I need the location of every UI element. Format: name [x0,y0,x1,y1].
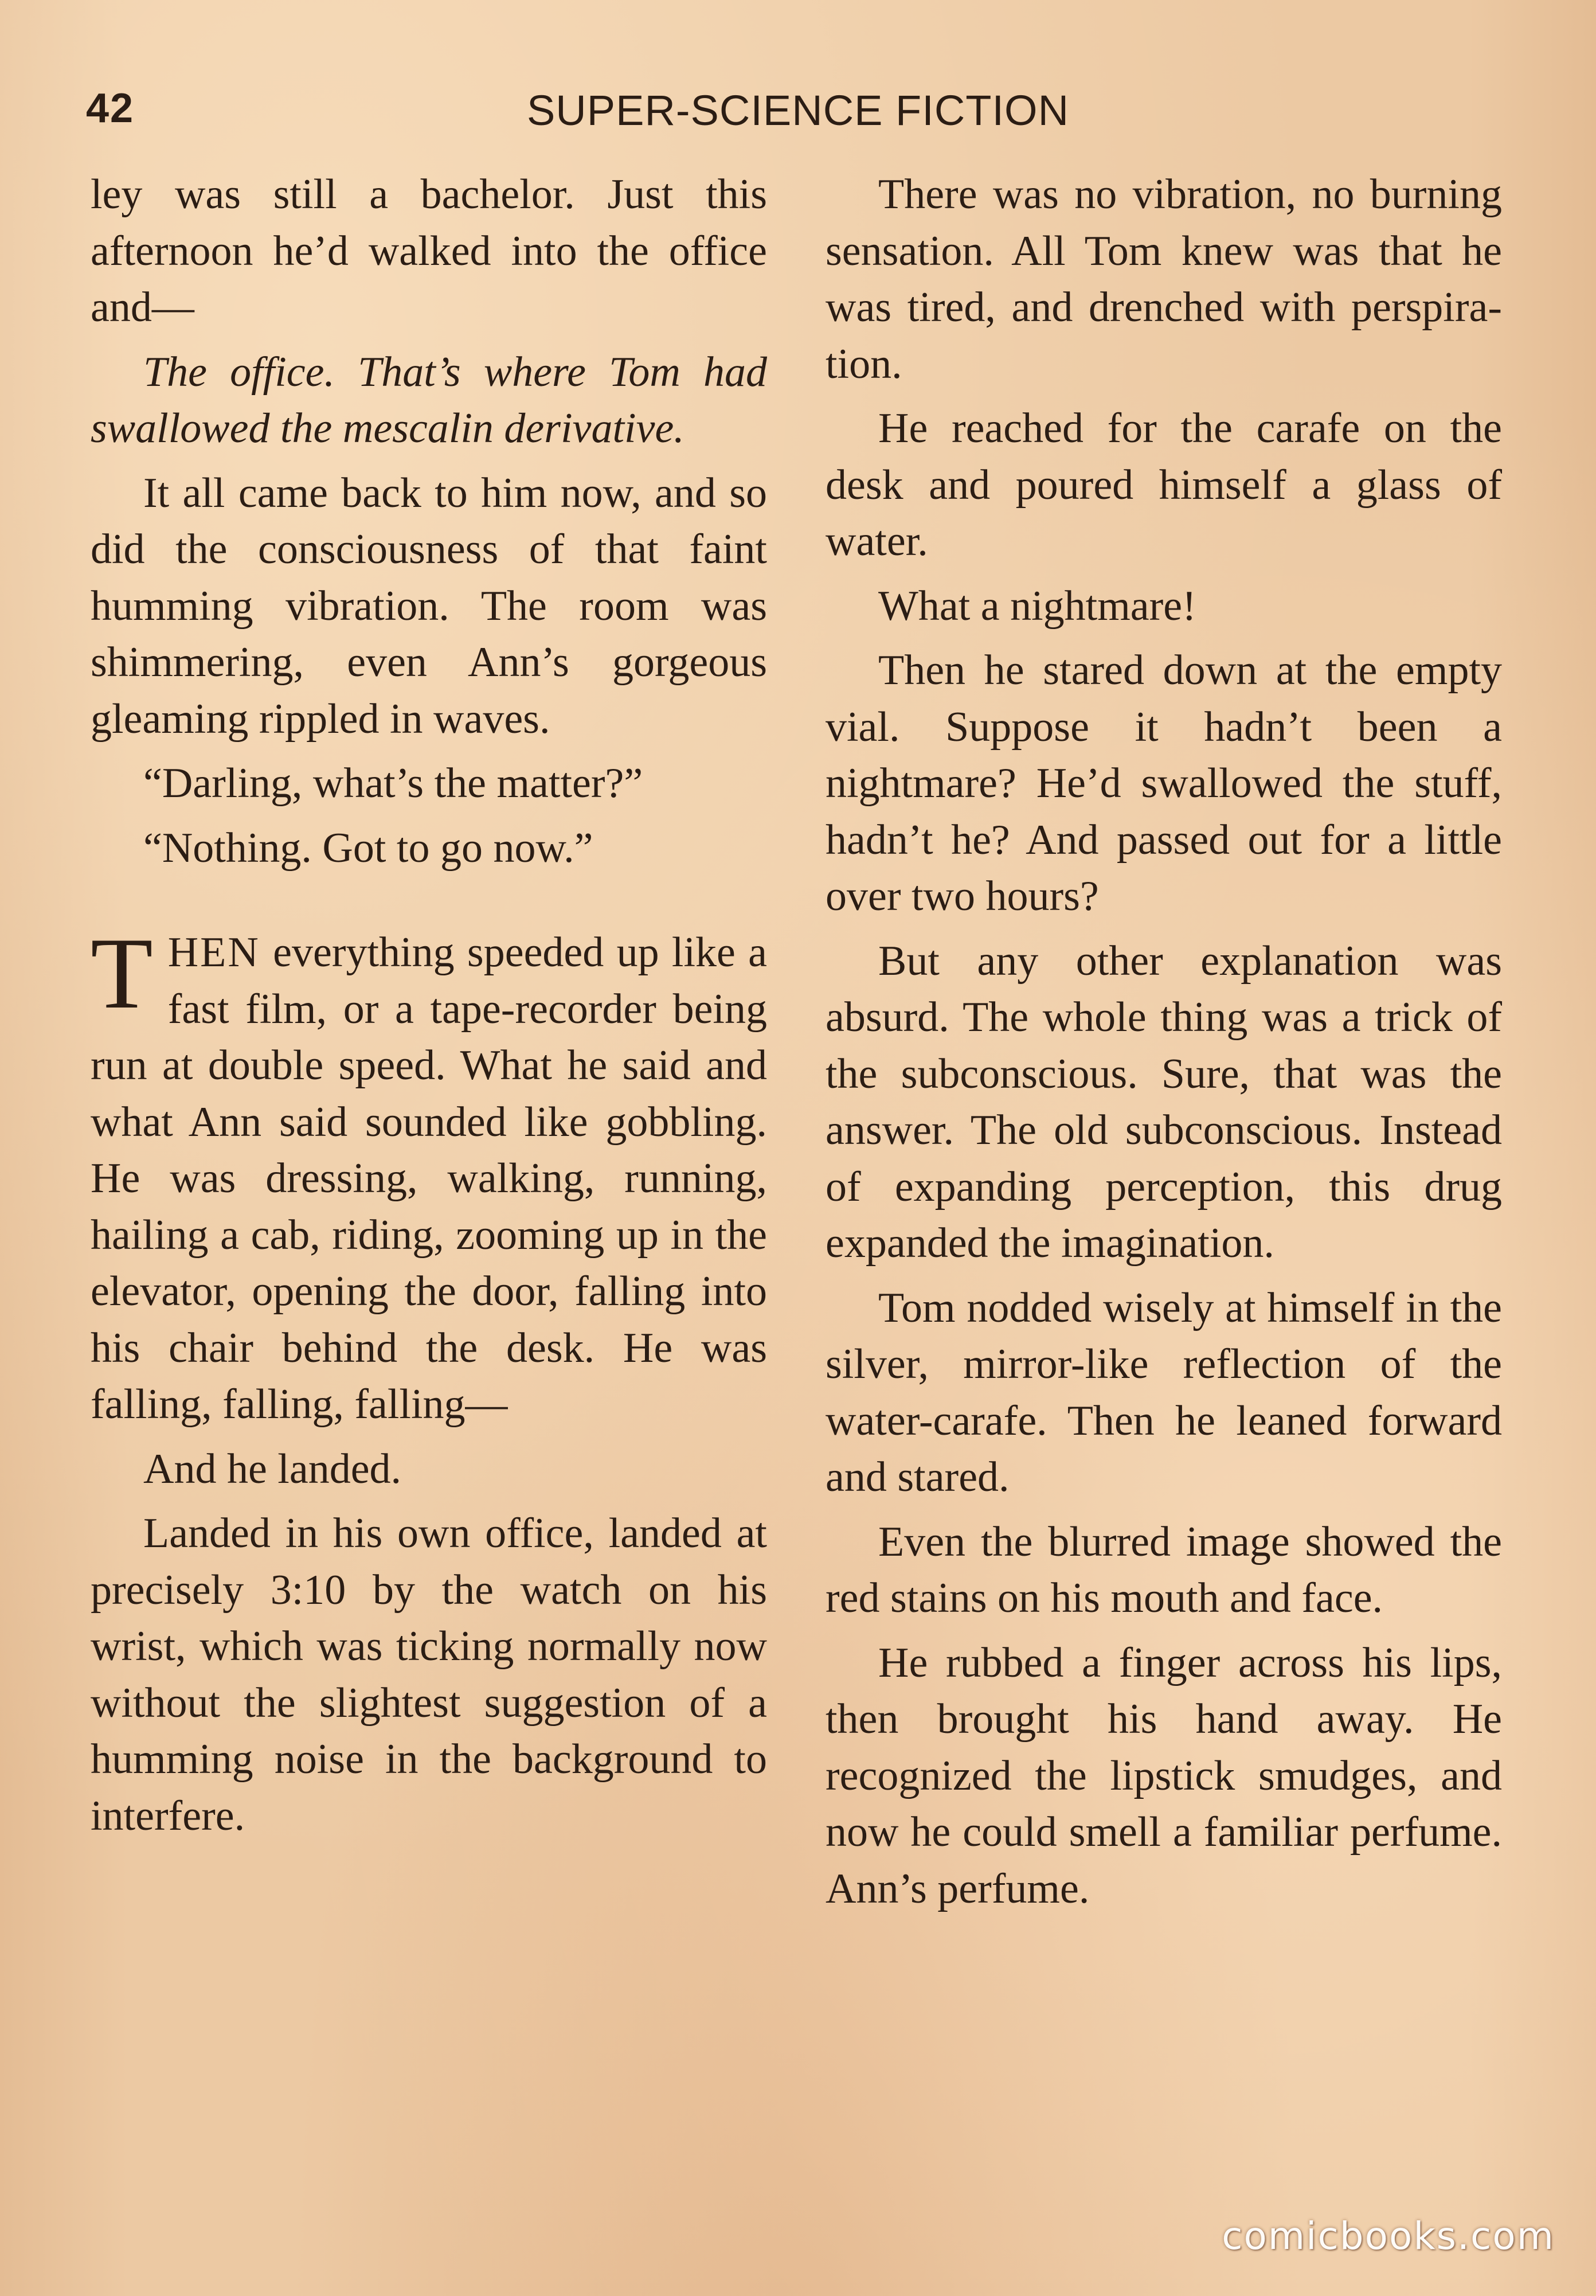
paragraph: Then he stared down at the empty vial. Suppose it hadn’t been a nightmare? He’d swallowed the stuff, hadn’t he? And passed out for a little over two hours? [826,647,1502,920]
paragraph: He reached for the carafe on the desk and poured himself a glass of water. [826,405,1502,565]
paragraph: “Nothing. Got to go now.” [143,824,593,872]
paragraph: ley was still a bachelor. Just this afternoon he’d walked into the office and— [91,171,767,331]
right-column [826,166,1502,1925]
running-head: SUPER-SCIENCE FICTION [526,87,1070,134]
paragraph: “Darling, what’s the matter?” [143,760,643,807]
paragraph: And he landed. [143,1445,402,1493]
watermark: comicbooks.com [1222,2214,1555,2258]
paragraph: But any other explanation was absurd. The whole thing was a trick of the subconscious. Sure, that was the answer. The old subconscious. Instead of expanding perception, this drug expanded the imagination. [826,937,1502,1267]
paragraph: There was no vibration, no burning sensation. All Tom knew was that he was tired, and drenched with perspiration. [826,171,1502,388]
paragraph: What a nightmare! [878,582,1196,630]
paragraph: The office. That’s where Tom had swallowed the mescalin derivative. [91,348,767,452]
paragraph: Landed in his own office, landed at precisely 3:10 by the watch on his wrist, which was ticking normally now without the slightest suggestion of a humming noise in the background to interfere. [91,1510,767,1840]
paragraph: Tom nodded wisely at himself in the silver, mirror-like reflection of the water-carafe. Then he leaned forward and stared. [826,1284,1502,1501]
paragraph: Even the blurred image showed the red stains on his mouth and face. [826,1518,1502,1622]
section-start-paragraph [91,916,768,1433]
drop-cap: T [91,916,153,1030]
drop-cap-continuation: HEN [167,929,260,976]
paragraph: He rubbed a finger across his lips, then brought his hand away. He recognized the lipstick smudges, and now he could smell a familiar perfume. Ann’s perfume. [826,1639,1502,1912]
page-number: 42 [86,85,135,131]
paragraph: It all came back to him now, and so did the consciousness of that faint humming vibration. The room was shimmering, even Ann’s gorgeous gleaming rippled in waves. [91,469,767,743]
paragraph-text: everything speeded up like a fast film, or a tape-recorder being run at double speed. What he said and what Ann said sounded like gobbling. He was dressing, walking, running, hailing a cab, riding, zooming up in the elevator, opening the door, falling into his chair behind the desk. He was falling, falling, falling— [91,929,768,1428]
left-column [91,166,767,1852]
